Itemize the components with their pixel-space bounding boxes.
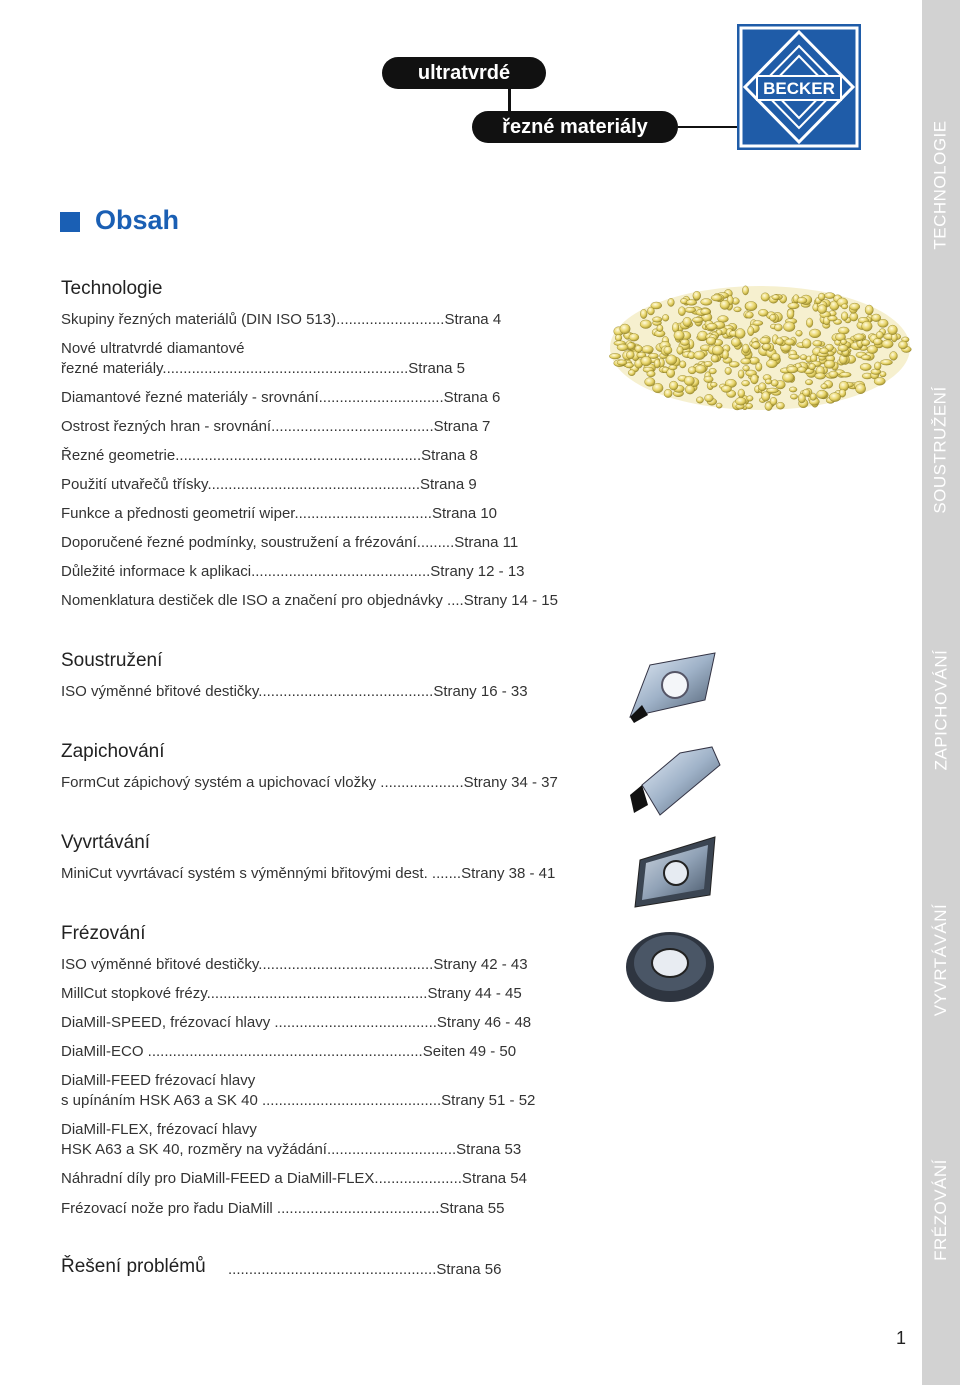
sidebar-section-soustruzeni[interactable]: SOUSTRUŽENÍ bbox=[931, 386, 950, 514]
toc-entry[interactable]: Frézovací nože pro řadu DiaMill .......................................Strana 55 bbox=[61, 1200, 505, 1217]
toc-entry[interactable]: ISO výměnné břitové destičky..........................................Strany 42 - 43 bbox=[61, 956, 528, 973]
toc-entry[interactable]: Doporučené řezné podmínky, soustružení a frézování.........Strana 11 bbox=[61, 534, 519, 551]
toc-heading-frezovani: Frézování bbox=[61, 923, 146, 944]
toc-entry[interactable]: Nové ultratvrdé diamantové bbox=[61, 340, 245, 357]
toc-entry[interactable]: Použití utvařečů třísky...................................................Strana 9 bbox=[61, 476, 477, 493]
toc-heading-vyvrtavani: Vyvrtávání bbox=[61, 832, 151, 853]
toc-entry[interactable]: DiaMill-FEED frézovací hlavy bbox=[61, 1072, 256, 1089]
becker-logo-icon bbox=[737, 24, 861, 150]
toc-heading-zapichovani: Zapichování bbox=[61, 741, 165, 762]
toc-entry[interactable]: DiaMill-FLEX, frézovací hlavy bbox=[61, 1121, 257, 1138]
logo-text: BECKER bbox=[763, 79, 835, 98]
header-line bbox=[678, 126, 738, 128]
toc-entry[interactable]: ISO výměnné břitové destičky..........................................Strany 16 - 33 bbox=[61, 683, 528, 700]
toc-entry[interactable]: s upínáním HSK A63 a SK 40 ...........................................Strany 51 - 52 bbox=[61, 1092, 536, 1109]
toc-entry[interactable]: Ostrost řezných hran - srovnání.......................................Strana 7 bbox=[61, 418, 491, 435]
toc-entry[interactable]: Skupiny řezných materiálů (DIN ISO 513)..........................Strana 4 bbox=[61, 311, 502, 328]
toc-entry[interactable]: Řezné geometrie...........................................................Strana 8 bbox=[61, 447, 478, 464]
toc-heading-soustruzeni: Soustružení bbox=[61, 650, 163, 671]
toc-entry[interactable]: DiaMill-SPEED, frézovací hlavy .......................................Strany 46 - 48 bbox=[61, 1014, 532, 1031]
diamond-grains-image bbox=[600, 268, 920, 438]
toc-entry[interactable]: Funkce a přednosti geometrií wiper.................................Strana 10 bbox=[61, 505, 498, 522]
sidebar-section-zapichovani[interactable]: ZAPICHOVÁNÍ bbox=[931, 649, 950, 771]
page-title: Obsah bbox=[95, 205, 180, 235]
sidebar-section-technologie[interactable]: TECHNOLOGIE bbox=[931, 120, 950, 250]
page-number: 1 bbox=[896, 1328, 907, 1348]
section-sidebar bbox=[922, 0, 960, 1385]
toc-entry[interactable]: Nomenklatura destiček dle ISO a značení pro objednávky ....Strany 14 - 15 bbox=[61, 592, 558, 609]
toc-entry[interactable]: Důležité informace k aplikaci...........................................Strany 12 - 13 bbox=[61, 563, 525, 580]
toc-entry[interactable]: FormCut zápichový systém a upichovací vložky ....................Strany 34 - 37 bbox=[61, 774, 558, 791]
toc-entry[interactable]: HSK A63 a SK 40, rozměry na vyžádání...............................Strana 53 bbox=[61, 1141, 522, 1158]
toc-entry[interactable]: MiniCut vyvrtávací systém s výměnnými břitovými dest. .......Strany 38 - 41 bbox=[61, 865, 556, 882]
toc-entry[interactable]: MillCut stopkové frézy.....................................................Strany 44 - 45 bbox=[61, 985, 522, 1002]
sidebar-section-frezovani[interactable]: FRÉZOVÁNÍ bbox=[931, 1159, 951, 1261]
toc-entry[interactable]: řezné materiály...........................................................Strana 5 bbox=[61, 360, 466, 377]
toc-entry[interactable]: DiaMill-ECO ..................................................................Seiten 49 - 50 bbox=[61, 1043, 517, 1060]
title-square-icon bbox=[60, 212, 80, 232]
toc-entry[interactable]: Diamantové řezné materiály - srovnání..............................Strana 6 bbox=[61, 389, 501, 406]
header-pill-rezne-materialy: řezné materiály bbox=[472, 111, 678, 143]
toc-heading-technologie: Technologie bbox=[61, 278, 163, 299]
toc-entry[interactable]: ..................................................Strana 56 bbox=[228, 1261, 502, 1278]
toc-entry[interactable]: Náhradní díly pro DiaMill-FEED a DiaMill-FLEX.....................Strana 54 bbox=[61, 1170, 527, 1187]
sidebar-section-vyvrtavani[interactable]: VYVRTÁVÁNÍ bbox=[931, 903, 951, 1017]
becker-logo bbox=[737, 24, 861, 150]
header-pill-ultratvrde: ultratvrdé bbox=[382, 57, 546, 89]
cutting-inserts-image bbox=[620, 645, 730, 1015]
toc-heading-reseni: Řešení problémů bbox=[61, 1256, 206, 1277]
